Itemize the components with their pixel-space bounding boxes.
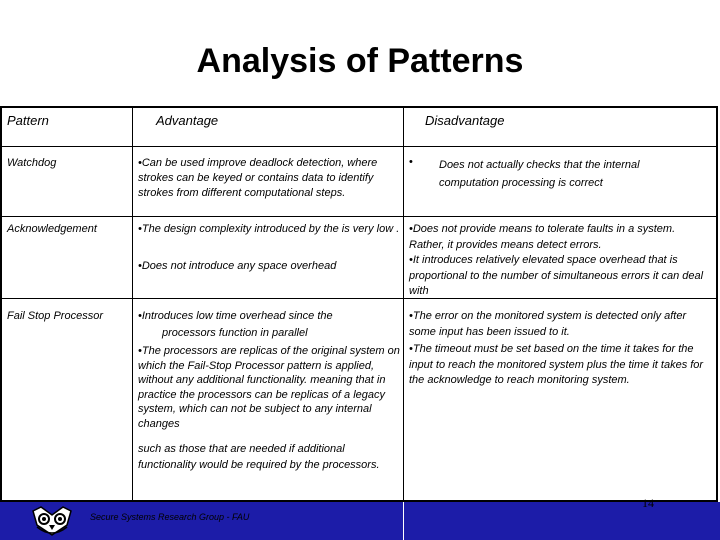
footer-text: Secure Systems Research Group - FAU [90, 512, 250, 522]
disadvantage-item: •Does not provide means to tolerate faults in a system. Rather, it provides means detect errors. [409, 223, 676, 251]
disadvantage-cell [439, 156, 684, 192]
bullet-icon: • [409, 156, 413, 168]
header-advantage: Advantage [156, 113, 219, 128]
disadvantage-cell [409, 222, 711, 300]
disadvantage-cell [409, 309, 711, 389]
column-divider [403, 108, 404, 500]
pattern-name: Watchdog [7, 157, 57, 169]
column-divider [132, 108, 133, 500]
advantage-item: •The design complexity introduced by the is very low . [138, 223, 400, 235]
pattern-name: Fail Stop Processor [7, 310, 103, 322]
advantage-item: such as those that are needed if additional functionality would be required by the processors. [138, 443, 380, 471]
advantage-item: •The processors are replicas of the original system on which the Fail-Stop Processor pattern is applied, without any additional functionality. meaning that in practice the processors can be replicas of a legacy system, which can not be subject to any internal changes [138, 345, 400, 430]
advantage-cell [138, 156, 396, 201]
page-number: 14 [642, 496, 654, 510]
disadvantage-item: Does not actually checks that the internal computation processing is correct [439, 159, 640, 189]
advantage-cell [138, 309, 400, 473]
footer-box [403, 502, 718, 540]
pattern-name: Acknowledgement [7, 223, 97, 235]
disadvantage-item: •The timeout must be set based on the time it takes for the input to reach the monitored system plus the time it takes for the acknowledge to reach monitoring system. [409, 343, 704, 386]
disadvantage-item: •The error on the monitored system is detected only after some input has been issued to it. [409, 310, 687, 338]
advantage-cell [138, 222, 400, 274]
advantage-item: processors function in parallel [162, 326, 308, 339]
row-divider [2, 216, 716, 217]
advantage-item: •Introduces low time overhead since the [138, 310, 333, 322]
patterns-table [0, 106, 718, 502]
advantage-item: •Does not introduce any space overhead [138, 260, 337, 272]
advantage-item: •Can be used improve deadlock detection, where strokes can be keyed or contains data to identify strokes from different computational steps. [138, 157, 378, 199]
slide-title: Analysis of Patterns [196, 42, 524, 80]
header-pattern: Pattern [7, 113, 49, 128]
owl-logo-icon [27, 505, 77, 537]
row-divider [2, 146, 716, 147]
header-disadvantage: Disadvantage [425, 113, 505, 128]
disadvantage-item: •It introduces relatively elevated space overhead that is proportional to the number of simultaneous errors it can deal with [409, 254, 704, 297]
